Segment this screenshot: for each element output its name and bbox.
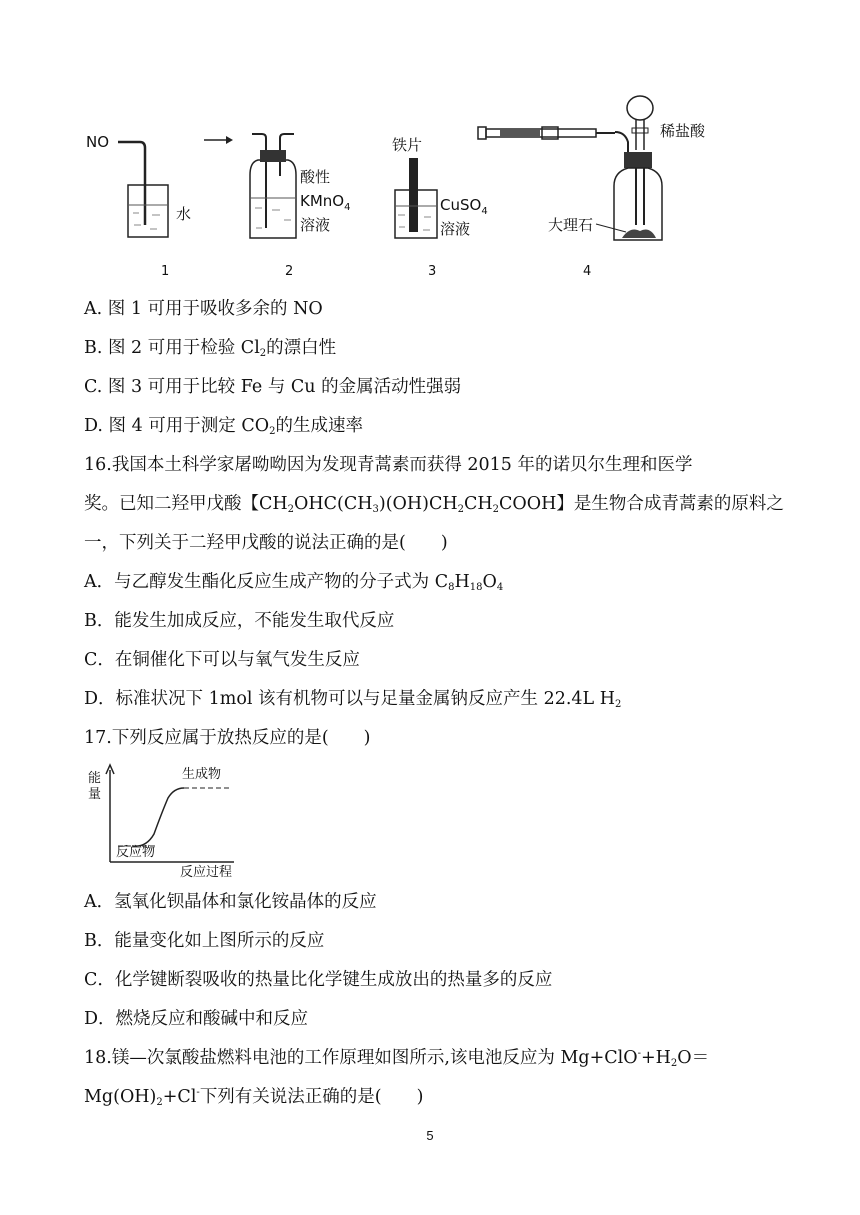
acidic-label: 酸性 (300, 168, 331, 186)
solution-label-3: 溶液 (440, 220, 471, 238)
q16-option-b: B．能发生加成反应，不能发生取代反应 (84, 611, 395, 631)
kmno4-subscript: 4 (344, 202, 351, 213)
figure-number-4: 4 (583, 264, 592, 279)
solution-label-2: 溶液 (300, 216, 331, 234)
no-gas-label: NO (86, 133, 110, 151)
apparatus-figure (0, 90, 860, 285)
q15-option-a: A. 图 1 可用于吸收多余的 NO (84, 299, 323, 319)
figure-number-1: 1 (161, 264, 170, 279)
q15-option-b: B. 图 2 可用于检验 $Cl_2$的漂白性 (84, 338, 337, 359)
q17-option-b: B．能量变化如上图所示的反应 (84, 931, 325, 951)
q17-stem: 17.下列反应属于放热反应的是( ) (84, 728, 371, 748)
energy-diagram (84, 762, 264, 880)
cuso4-subscript: 4 (481, 206, 488, 217)
cuso4-label: CuSO (440, 196, 482, 214)
q16-stem-line1: 16.我国本土科学家屠呦呦因为发现青蒿素而获得 2015 年的诺贝尔生理和医学 (84, 455, 693, 475)
q17-option-d: D．燃烧反应和酸碱中和反应 (84, 1009, 309, 1029)
q16-stem-line2: 奖。已知二羟甲戊酸【$CH_2OHC(CH_3)(OH)CH_2CH_2COOH$】是生物合成青蒿素的原料之 (84, 494, 784, 515)
figure-number-3: 3 (428, 264, 437, 279)
apparatus-2 (250, 134, 350, 279)
q16-stem-line3: 一，下列关于二羟甲戊酸的说法正确的是( ) (84, 533, 448, 553)
apparatus-3 (392, 136, 488, 279)
kmno4-label: KMnO (300, 192, 345, 210)
water-label: 水 (176, 205, 192, 223)
q16-option-a: A．与乙醇发生酯化反应生成产物的分子式为 $C_8H_{18}O_4$ (84, 572, 504, 593)
arrow-icon (204, 136, 233, 144)
energy-curve (132, 788, 184, 846)
dilute-hcl-label: 稀盐酸 (660, 122, 706, 140)
y-axis-label-1: 能 (88, 771, 102, 786)
svg-text:KMnO4 (300, 192, 350, 213)
q16-option-d: D．标准状况下 1mol 该有机物可以与足量金属钠反应产生 22.4L $H_2$ (84, 689, 622, 710)
x-axis-label: 反应过程 (180, 865, 233, 880)
apparatus-4 (478, 96, 706, 279)
iron-sheet-label: 铁片 (392, 136, 423, 154)
q17-option-a: A．氢氧化钡晶体和氯化铵晶体的反应 (84, 892, 377, 912)
product-label: 生成物 (182, 767, 222, 782)
q18-stem-line1: 18.镁—次氯酸盐燃料电池的工作原理如图所示,该电池反应为 $Mg+ClO^-+H_2O=$ (84, 1048, 710, 1069)
svg-text:CuSO4 (440, 196, 488, 217)
q15-option-c: C. 图 3 可用于比较 Fe 与 Cu 的金属活动性强弱 (84, 377, 462, 397)
q15-option-d: D. 图 4 可用于测定 $CO_2$的生成速率 (84, 416, 363, 437)
apparatus-1 (86, 133, 191, 279)
y-axis-label-2: 量 (88, 787, 102, 802)
figure-number-2: 2 (285, 264, 294, 279)
q17-option-c: C．化学键断裂吸收的热量比化学键生成放出的热量多的反应 (84, 970, 553, 990)
q16-option-c: C．在铜催化下可以与氧气发生反应 (84, 650, 360, 670)
page-number: 5 (426, 1128, 434, 1143)
marble-label: 大理石 (548, 216, 594, 234)
reactant-label: 反应物 (116, 845, 156, 860)
q18-stem-line2: $Mg(OH)_2+Cl^-$下列有关说法正确的是( ) (84, 1087, 424, 1108)
